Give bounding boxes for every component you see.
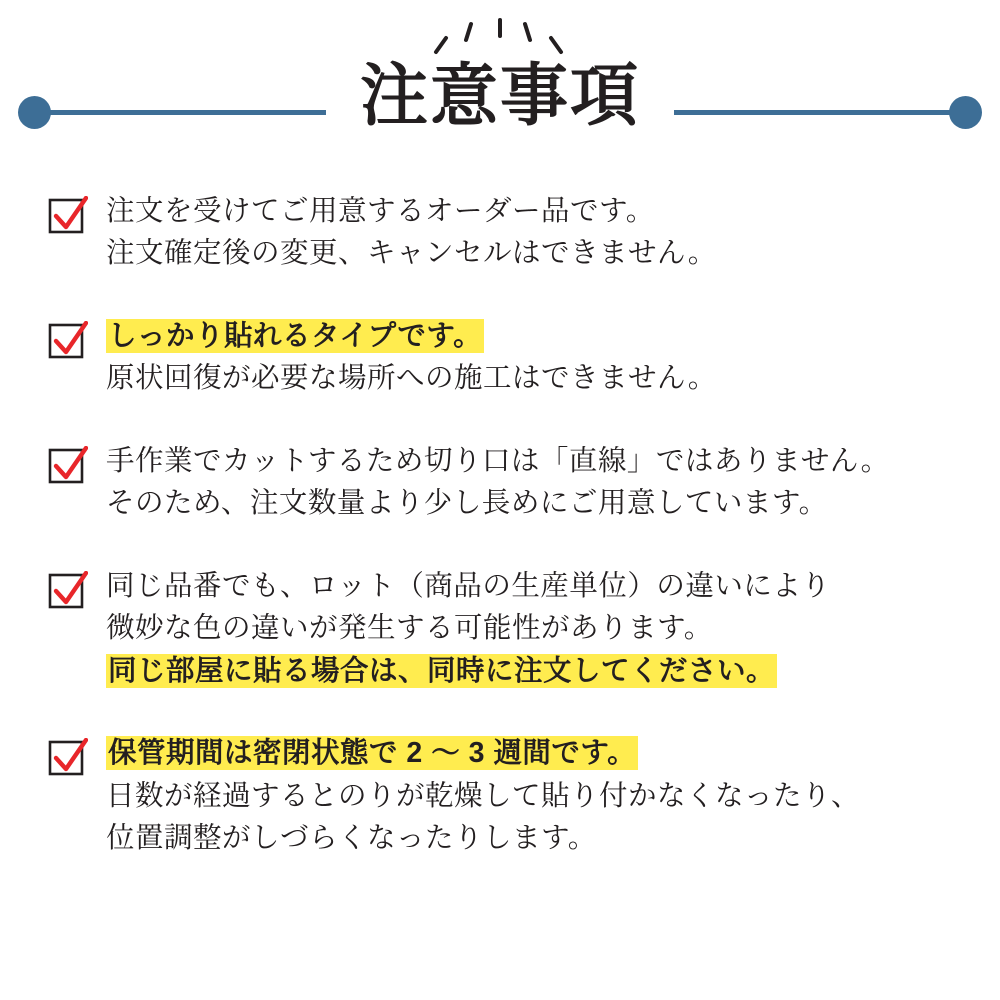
highlighted-text: しっかり貼れるタイプです。 <box>108 319 483 352</box>
list-item-line <box>106 315 970 357</box>
list-item-line: 日数が経過するとのりが乾燥して貼り付かなくなったり、 <box>106 779 861 812</box>
highlighted-text: 保管期間は密閉状態で 2 〜 3 週間です。 <box>108 737 637 770</box>
list-item-line <box>106 650 970 692</box>
header-dot-left <box>18 96 51 129</box>
checkbox-checked-icon <box>48 738 88 778</box>
checkbox-checked-icon <box>48 321 88 361</box>
list-item-text <box>106 440 970 525</box>
header-dot-right <box>949 96 982 129</box>
page-title: 注意事項 <box>359 58 641 134</box>
highlighted-text: 同じ部屋に貼る場合は、同時に注文してください。 <box>108 654 776 687</box>
checkbox-checked-icon <box>48 571 88 611</box>
notice-list <box>48 190 970 899</box>
list-item-line: 注文確定後の変更、キャンセルはできません。 <box>106 237 717 270</box>
list-item-line: 注文を受けてご用意するオーダー品です。 <box>106 195 655 227</box>
list-item-text <box>106 315 970 400</box>
list-item-line: そのため、注文数量より少し長めにご用意しています。 <box>106 487 828 520</box>
list-item <box>48 315 970 400</box>
list-item-line: 微妙な色の違いが発生する可能性があります。 <box>106 612 713 645</box>
list-item-line: 手作業でカットするため切り口は「直線」ではありません。 <box>106 444 890 477</box>
list-item-text <box>106 190 970 275</box>
checkbox-checked-icon <box>48 196 88 236</box>
list-item <box>48 732 970 859</box>
page-header <box>0 0 1000 175</box>
list-item-line: 位置調整がしづらくなったりします。 <box>106 821 597 854</box>
sparkle-lines-icon <box>430 18 570 62</box>
list-item <box>48 565 970 692</box>
list-item-text <box>106 732 970 859</box>
list-item-line: 同じ品番でも、ロット（商品の生産単位）の違いにより <box>106 569 831 602</box>
list-item-text <box>106 565 970 692</box>
list-item <box>48 190 970 275</box>
list-item-line: 原状回復が必要な場所への施工はできません。 <box>106 362 717 395</box>
list-item <box>48 440 970 525</box>
list-item-line <box>106 732 970 774</box>
page-title-wrap <box>326 58 674 134</box>
checkbox-checked-icon <box>48 446 88 486</box>
